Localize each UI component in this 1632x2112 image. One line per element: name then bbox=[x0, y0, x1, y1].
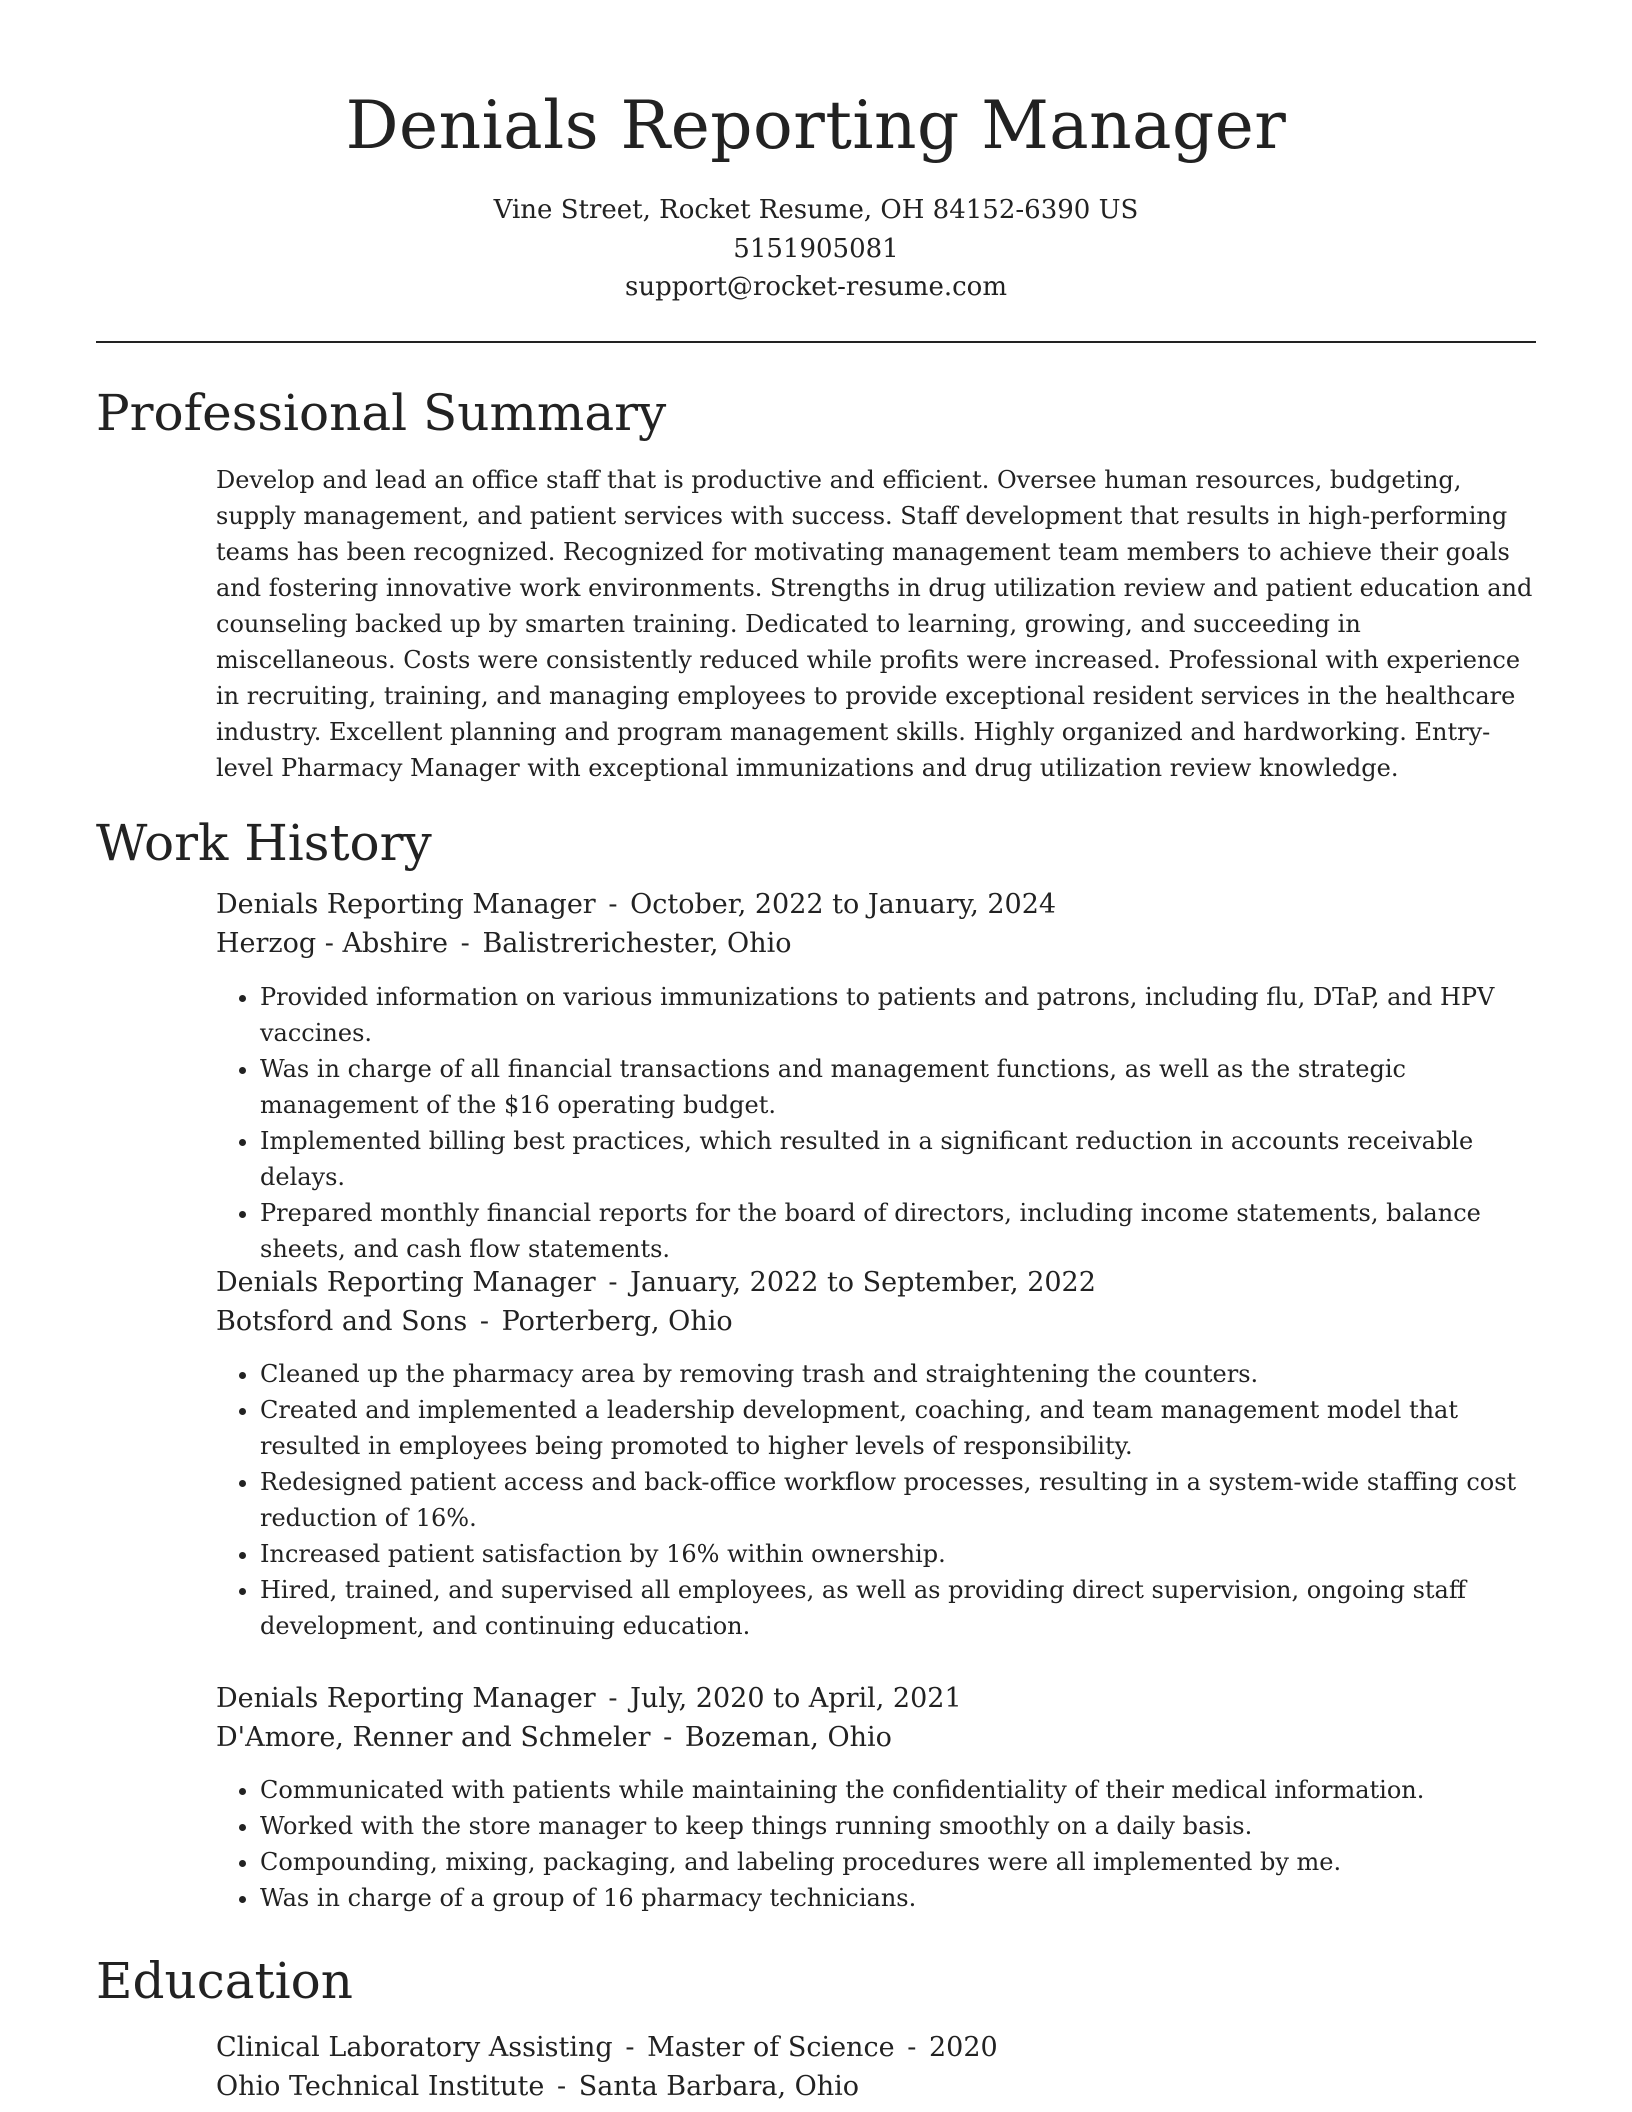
job-dates: October, 2022 to January, 2024 bbox=[630, 889, 1057, 920]
job-title-line bbox=[216, 1264, 1536, 1302]
education-location: Santa Barbara, Ohio bbox=[578, 2071, 860, 2102]
job-dates: July, 2020 to April, 2021 bbox=[630, 1683, 962, 1714]
separator: - bbox=[460, 928, 470, 959]
job-bullet: • Provided information on various immunizations to patients and patrons, including flu, DTaP, and HPV vaccines. bbox=[260, 979, 1536, 1051]
contact-email: support@rocket-resume.com bbox=[624, 272, 1007, 302]
job-bullet: • Prepared monthly financial reports for the board of directors, including income statements, balance sheets, and cash flow statements. bbox=[260, 1195, 1536, 1267]
job-bullet: • Was in charge of a group of 16 pharmacy technicians. bbox=[260, 1880, 1536, 1916]
job-dates: January, 2022 to September, 2022 bbox=[630, 1267, 1096, 1298]
contact-address: Vine Street, Rocket Resume, OH 84152-6390 US bbox=[493, 195, 1139, 225]
job-bullet-list bbox=[216, 1772, 1536, 1916]
job-title: Denials Reporting Manager bbox=[216, 889, 596, 920]
separator: - bbox=[608, 889, 618, 920]
job-bullet: • Communicated with patients while maintaining the confidentiality of their medical information. bbox=[260, 1772, 1536, 1808]
separator: - bbox=[907, 2032, 917, 2063]
header-divider bbox=[96, 341, 1536, 343]
job-bullet: • Was in charge of all financial transactions and management functions, as well as the strategic management of the $16 operating budget. bbox=[260, 1051, 1536, 1123]
job-company-line bbox=[216, 925, 1536, 963]
education-year: 2020 bbox=[928, 2032, 998, 2063]
education-school-line bbox=[216, 2068, 1536, 2106]
job-bullet: • Redesigned patient access and back-office workflow processes, resulting in a system-wide staffing cost reduction of 16%. bbox=[260, 1464, 1536, 1536]
education-degree-line bbox=[216, 2029, 1536, 2067]
candidate-name: Denials Reporting Manager bbox=[345, 87, 1287, 164]
job-bullet: • Cleaned up the pharmacy area by removing trash and straightening the counters. bbox=[260, 1356, 1536, 1392]
job-bullet: • Hired, trained, and supervised all employees, as well as providing direct supervision, ongoing staff development, and continuing education. bbox=[260, 1572, 1536, 1644]
job-location: Bozeman, Ohio bbox=[684, 1722, 892, 1753]
section-title-education: Education bbox=[96, 1952, 353, 2010]
education-field: Clinical Laboratory Assisting bbox=[216, 2032, 613, 2063]
job-bullet-list bbox=[216, 979, 1536, 1267]
job-company: Herzog - Abshire bbox=[216, 928, 449, 959]
contact-phone: 5151905081 bbox=[733, 234, 899, 264]
job-location: Balistrerichester, Ohio bbox=[482, 928, 792, 959]
job-company-line bbox=[216, 1719, 1536, 1757]
job-location: Porterberg, Ohio bbox=[501, 1306, 733, 1337]
job-title-line bbox=[216, 886, 1536, 924]
job-company: Botsford and Sons bbox=[216, 1306, 468, 1337]
job-bullet: • Worked with the store manager to keep things running smoothly on a daily basis. bbox=[260, 1808, 1536, 1844]
section-title-work-history: Work History bbox=[96, 814, 432, 872]
job-bullet: • Implemented billing best practices, which resulted in a significant reduction in accounts receivable delays. bbox=[260, 1123, 1536, 1195]
separator: - bbox=[556, 2071, 567, 2102]
job-company: D'Amore, Renner and Schmeler bbox=[216, 1722, 651, 1753]
section-title-summary: Professional Summary bbox=[96, 384, 667, 442]
summary-text: Develop and lead an office staff that is productive and efficient. Oversee human resources, budgeting, supply management, and patient services with success. Staff development that results in high-performing teams has been recognized. Recognized for motivating management team members to achieve their goals and fostering innovative work environments. Strengths in drug utilization review and patient education and counseling backed up by smarten training. Dedicated to learning, growing, and succeeding in miscellaneous. Costs were consistently reduced while profits were increased. Professional with experience in recruiting, training, and managing employees to provide exceptional resident services in the healthcare industry. Excellent planning and program management skills. Highly organized and hardworking. Entry-level Pharmacy Manager with exceptional immunizations and drug utilization review knowledge. bbox=[216, 466, 1533, 782]
job-bullet-list bbox=[216, 1356, 1536, 1644]
separator: - bbox=[608, 1683, 618, 1714]
education-school: Ohio Technical Institute bbox=[216, 2071, 545, 2102]
education-degree: Master of Science bbox=[647, 2032, 895, 2063]
job-title: Denials Reporting Manager bbox=[216, 1683, 596, 1714]
separator: - bbox=[625, 2032, 635, 2063]
job-title: Denials Reporting Manager bbox=[216, 1267, 596, 1298]
job-bullet: • Created and implemented a leadership development, coaching, and team management model that resulted in employees being promoted to higher levels of responsibility. bbox=[260, 1392, 1536, 1464]
job-company-line bbox=[216, 1303, 1536, 1341]
separator: - bbox=[663, 1722, 673, 1753]
job-title-line bbox=[216, 1680, 1536, 1718]
separator: - bbox=[608, 1267, 618, 1298]
job-bullet: • Compounding, mixing, packaging, and labeling procedures were all implemented by me. bbox=[260, 1844, 1536, 1880]
separator: - bbox=[479, 1306, 489, 1337]
job-bullet: • Increased patient satisfaction by 16% within ownership. bbox=[260, 1536, 1536, 1572]
